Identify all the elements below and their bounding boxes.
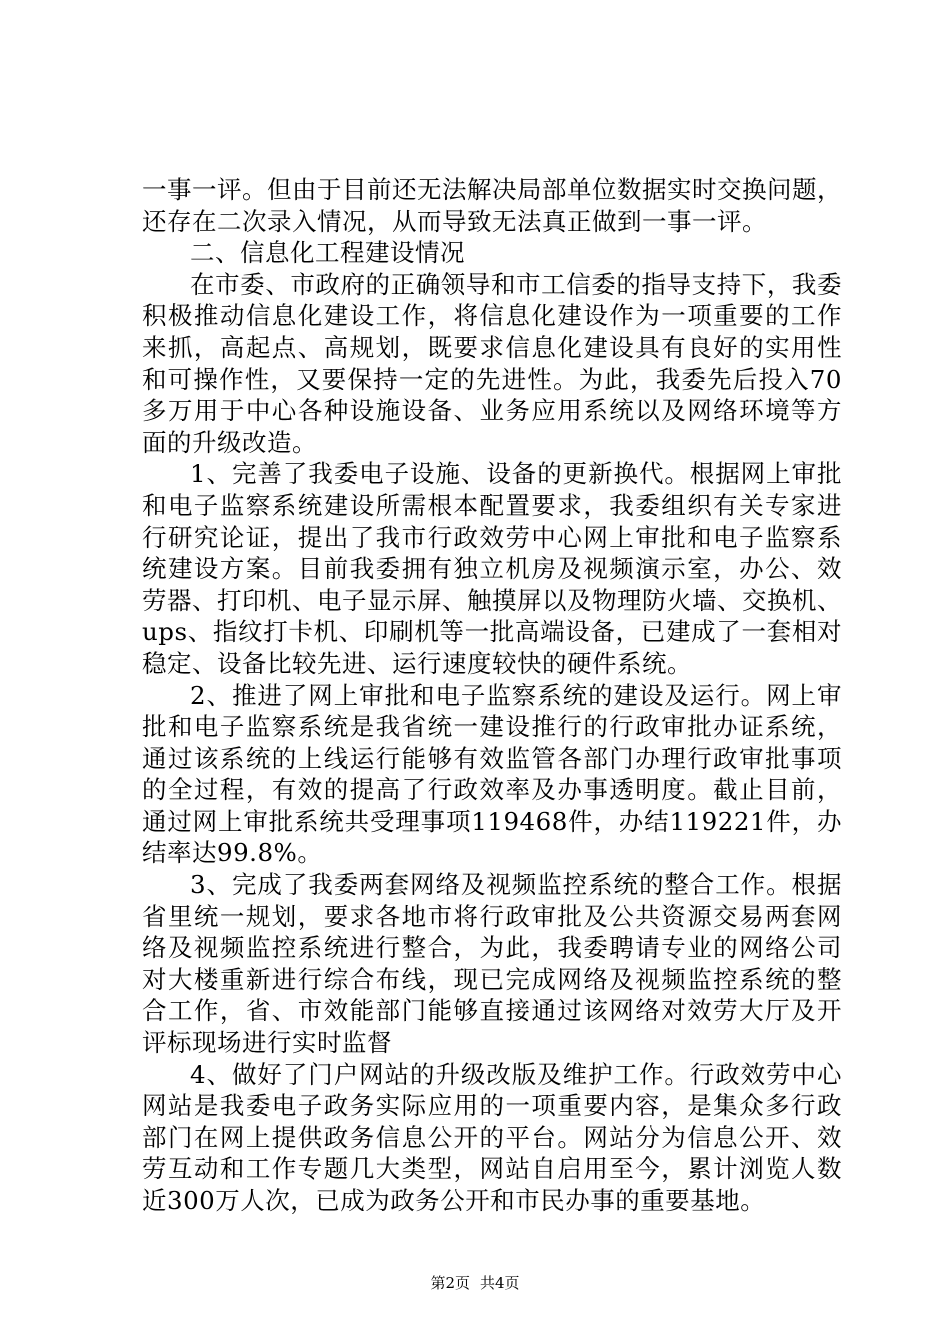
text-line: 络及视频监控系统进行整合，为此，我委聘请专业的网络公司	[142, 933, 842, 963]
text-line: 1、完善了我委电子设施、设备的更新换代。根据网上审批	[190, 459, 842, 489]
text-line: 和可操作性，又要保持一定的先进性。为此，我委先后投入70	[142, 364, 842, 394]
text-line: 面的升级改造。	[142, 427, 317, 457]
text-line: 通过网上审批系统共受理事项119468件，办结119221件，办	[142, 806, 842, 836]
text-line: 近300万人次，已成为政务公开和市民办事的重要基地。	[142, 1186, 766, 1215]
text-line: 通过该系统的上线运行能够有效监管各部门办理行政审批事项	[142, 743, 842, 773]
text-line: 积极推动信息化建设工作，将信息化建设作为一项重要的工作	[142, 301, 842, 331]
text-line: 3、完成了我委两套网络及视频监控系统的整合工作。根据	[190, 870, 842, 900]
text-line: 省里统一规划，要求各地市将行政审批及公共资源交易两套网	[142, 901, 842, 931]
page-footer	[0, 1273, 950, 1293]
text-line: 4、做好了门户网站的升级改版及维护工作。行政效劳中心	[190, 1059, 842, 1089]
text-line: 的全过程，有效的提高了行政效率及办事透明度。截止目前，	[142, 775, 842, 805]
page-number: 第2页	[430, 1274, 470, 1292]
document-body	[142, 174, 842, 1217]
text-line: 网站是我委电子政务实际应用的一项重要内容，是集众多行政	[142, 1091, 842, 1121]
text-line: 部门在网上提供政务信息公开的平台。网站分为信息公开、效	[142, 1122, 842, 1152]
text-line: 批和电子监察系统是我省统一建设推行的行政审批办证系统，	[142, 712, 842, 742]
text-line: 劳互动和工作专题几大类型，网站自启用至今，累计浏览人数	[142, 1154, 842, 1184]
text-line: 行研究论证，提出了我市行政效劳中心网上审批和电子监察系	[142, 522, 842, 552]
text-line: 和电子监察系统建设所需根本配置要求，我委组织有关专家进	[142, 490, 842, 520]
page-total: 共4页	[480, 1274, 520, 1292]
text-line: 在市委、市政府的正确领导和市工信委的指导支持下，我委	[190, 269, 842, 299]
section-heading: 二、信息化工程建设情况	[190, 238, 465, 268]
text-line: 稳定、设备比较先进、运行速度较快的硬件系统。	[142, 648, 692, 678]
text-line: 结率达99.8%。	[142, 838, 323, 868]
text-line: 来抓，高起点、高规划，既要求信息化建设具有良好的实用性	[142, 332, 842, 362]
text-line: 评标现场进行实时监督	[142, 1028, 392, 1058]
text-line: 对大楼重新进行综合布线，现已完成网络及视频监控系统的整	[142, 964, 842, 994]
text-line: 劳器、打印机、电子显示屏、触摸屏以及物理防火墙、交换机、	[142, 585, 842, 615]
text-line: 多万用于中心各种设施设备、业务应用系统以及网络环境等方	[142, 396, 842, 426]
text-line: 合工作，省、市效能部门能够直接通过该网络对效劳大厅及开	[142, 996, 842, 1026]
text-line: 还存在二次录入情况，从而导致无法真正做到一事一评。	[142, 206, 767, 236]
text-line: 一事一评。但由于目前还无法解决局部单位数据实时交换问题，	[142, 175, 842, 204]
text-line: 2、推进了网上审批和电子监察系统的建设及运行。网上审	[190, 680, 842, 710]
text-line: 统建设方案。目前我委拥有独立机房及视频演示室，办公、效	[142, 554, 842, 584]
text-line: ups、指纹打卡机、印刷机等一批高端设备，已建成了一套相对	[142, 617, 842, 647]
